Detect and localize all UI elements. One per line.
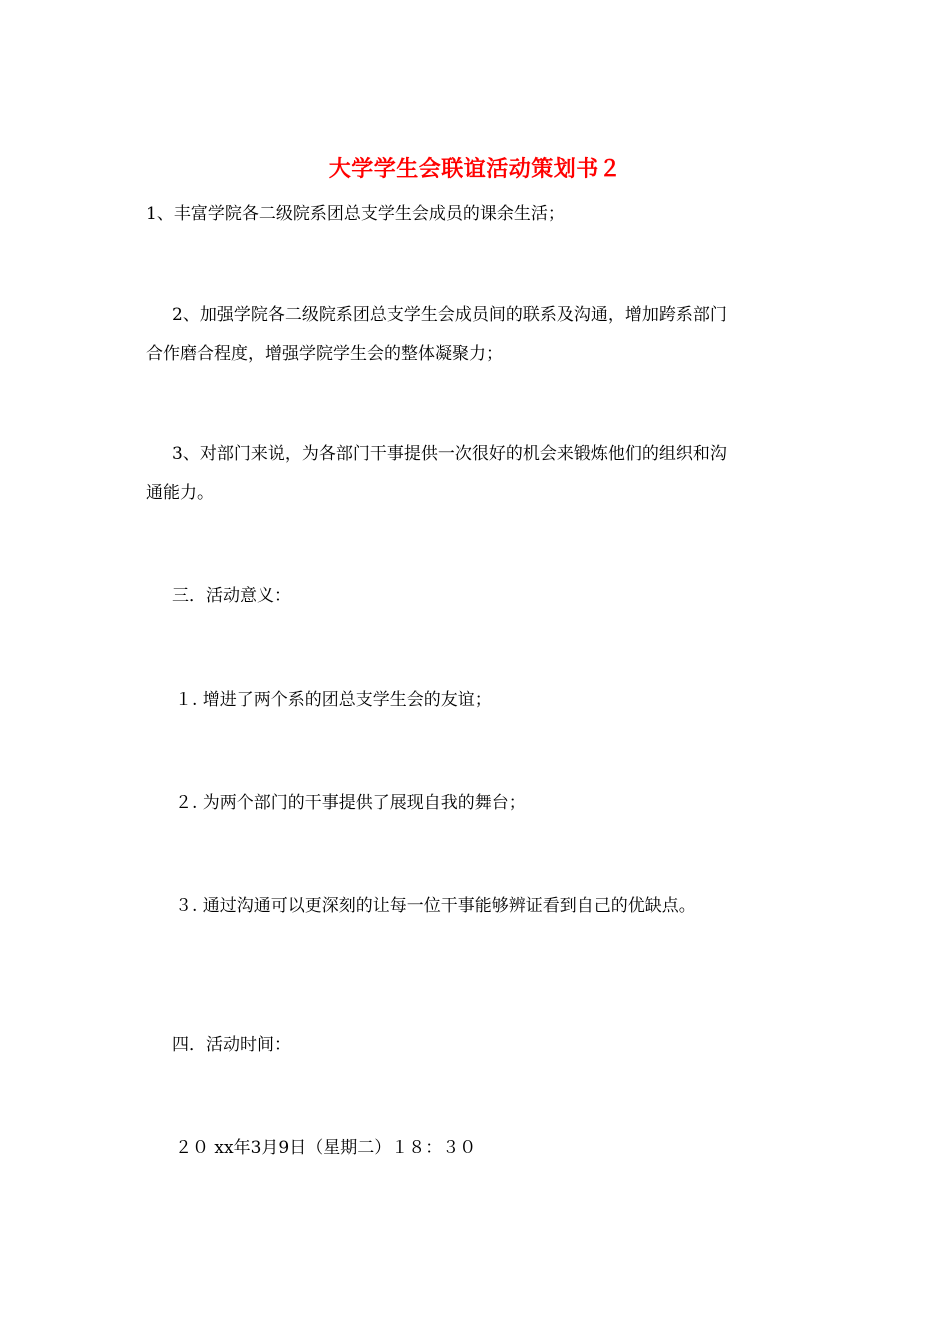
section-heading-4: 四．活动时间： <box>172 1035 291 1055</box>
document-title: 大学学生会联谊活动策划书２ <box>328 156 622 182</box>
list-item-3: ３. 通过沟通可以更深刻的让每一位干事能够辨证看到自己的优缺点。 <box>175 896 696 916</box>
section-heading-3: 三．活动意义： <box>172 586 291 606</box>
event-time: ２０ xx年3月9日（星期二）１８：３０ <box>175 1138 477 1158</box>
paragraph-2-line-2: 合作磨合程度，增强学院学生会的整体凝聚力； <box>146 344 503 364</box>
paragraph-1: 1、丰富学院各二级院系团总支学生会成员的课余生活； <box>146 204 565 224</box>
list-item-1: １. 增进了两个系的团总支学生会的友谊； <box>175 690 492 710</box>
list-item-2: ２. 为两个部门的干事提供了展现自我的舞台； <box>175 793 526 813</box>
paragraph-3-line-2: 通能力。 <box>146 483 214 503</box>
paragraph-2-line-1: 2、加强学院各二级院系团总支学生会成员间的联系及沟通，增加跨系部门 <box>172 305 727 325</box>
paragraph-3-line-1: 3、对部门来说，为各部门干事提供一次很好的机会来锻炼他们的组织和沟 <box>172 444 727 464</box>
